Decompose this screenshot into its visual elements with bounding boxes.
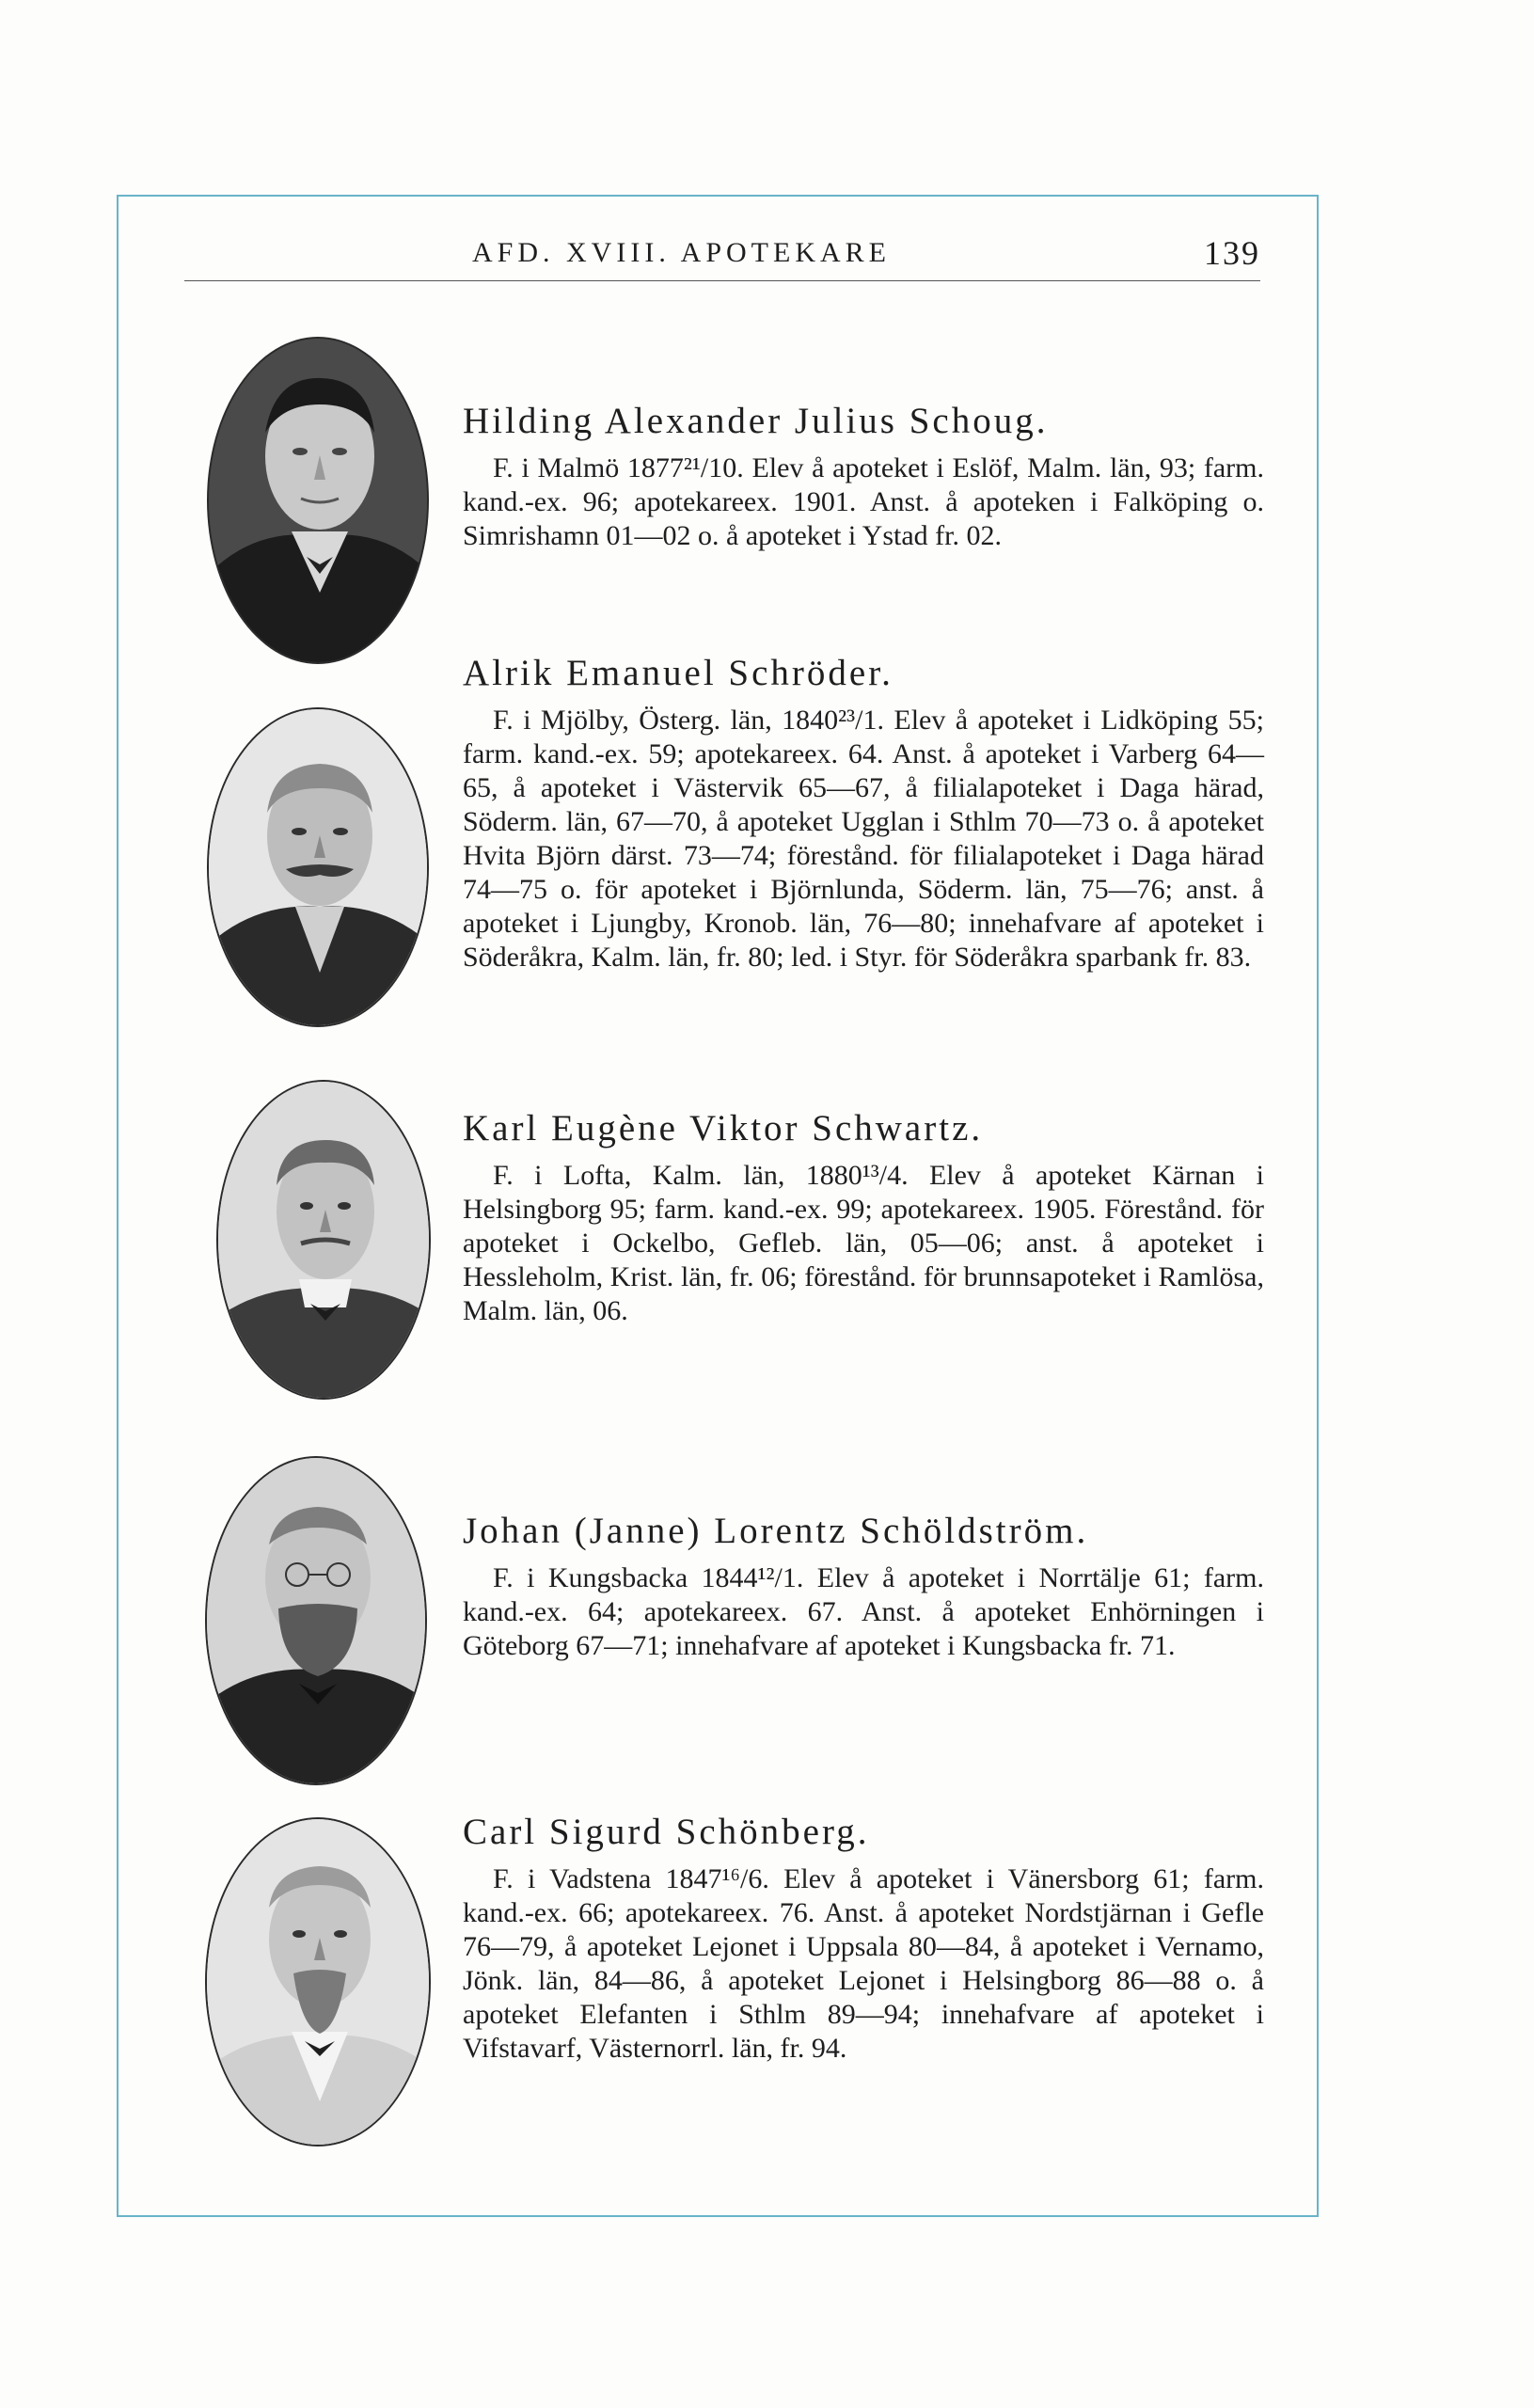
person-name: Hilding Alexander Julius Schoug. bbox=[463, 401, 1049, 441]
running-head bbox=[184, 233, 1260, 281]
person-name: Karl Eugène Viktor Schwartz. bbox=[463, 1108, 984, 1149]
portrait-photo bbox=[205, 1817, 431, 2147]
portrait-figure bbox=[207, 1458, 427, 1785]
person-name: Alrik Emanuel Schröder. bbox=[463, 653, 894, 693]
biography-entry bbox=[463, 1509, 1264, 1663]
biography-entry bbox=[463, 1810, 1264, 2066]
person-name: Johan (Janne) Lorentz Schöldström. bbox=[463, 1511, 1089, 1551]
person-name: Carl Sigurd Schönberg. bbox=[463, 1812, 870, 1852]
portrait-photo bbox=[205, 1456, 427, 1785]
biography-text: F. i Malmö 1877²¹/10. Elev å apoteket i Eslöf, Malm. län, 93; farm. kand.-ex. 96; apotekareex. 1901. Anst. å apoteken i Falköping o. Simrishamn 01—02 o. å apoteket i Ystad fr. 02. bbox=[463, 452, 1264, 551]
biography-text: F. i Kungsbacka 1844¹²/1. Elev å apoteket i Norrtälje 61; farm. kand.-ex. 64; apotekareex. 67. Anst. å apoteket Enhörningen i Göteborg 67—71; innehafvare af apoteket i Kungsbacka fr. 71. bbox=[463, 1562, 1264, 1661]
biography-text: F. i Lofta, Kalm. län, 1880¹³/4. Elev å apoteket Kärnan i Helsingborg 95; farm. kand.-ex. 99; apotekareex. 1905. Förestånd. för apoteket i Ockelbo, Gefleb. län, 05—06; anst. å apoteket i Hessleholm, Krist. län, fr. 06; förestånd. för brunnsapoteket i Ramlösa, Malm. län, 06. bbox=[463, 1160, 1264, 1326]
portrait-figure bbox=[209, 709, 429, 1027]
biography-text: F. i Mjölby, Österg. län, 1840²³/1. Elev å apoteket i Lidköping 55; farm. kand.-ex. 59; apotekareex. 64. Anst. å apoteket i Varberg 64—65, å apoteket i Västervik 65—67, å filialapoteket i Daga härad, Söderm. län, 67—70, å apoteket Ugglan i Sthlm 70—73 o. å apoteket Hvita Björn därst. 73—74; förestånd. för filialapoteket i Daga härad 74—75 o. för apoteket i Björnlunda, Söderm. län, 75—76; anst. å apoteket i Ljungby, Kronob. län, 76—80; innehafvare af apoteket i Söderåkra, Kalm. län, fr. 80; led. i Styr. för Söderåkra sparbank fr. 83. bbox=[463, 705, 1264, 973]
portrait-figure bbox=[218, 1082, 431, 1400]
portrait-photo bbox=[207, 337, 429, 664]
portrait-figure bbox=[207, 1819, 431, 2147]
portrait-photo bbox=[216, 1080, 431, 1400]
biography-entry bbox=[463, 399, 1264, 553]
biography-text: F. i Vadstena 1847¹⁶/6. Elev å apoteket i Vänersborg 61; farm. kand.-ex. 66; apotekareex. 76. Anst. å apoteket Nordstjärnan i Gefle 76—79, å apoteket Lejonet i Uppsala 80—84, å apoteket i Vernamo, Jönk. län, 84—86, å apoteket Lejonet i Helsingborg 86—88 o. å apoteket Elefanten i Sthlm 89—94; innehafvare af apoteket i Vifstavarf, Västernorrl. län, fr. 94. bbox=[463, 1863, 1264, 2064]
page-number: 139 bbox=[1204, 234, 1260, 272]
biography-entry bbox=[463, 1106, 1264, 1328]
biography-entry bbox=[463, 651, 1264, 974]
portrait-photo bbox=[207, 707, 429, 1027]
portrait-figure bbox=[209, 339, 429, 664]
section-title: AFD. XVIII. APOTEKARE bbox=[472, 237, 891, 268]
